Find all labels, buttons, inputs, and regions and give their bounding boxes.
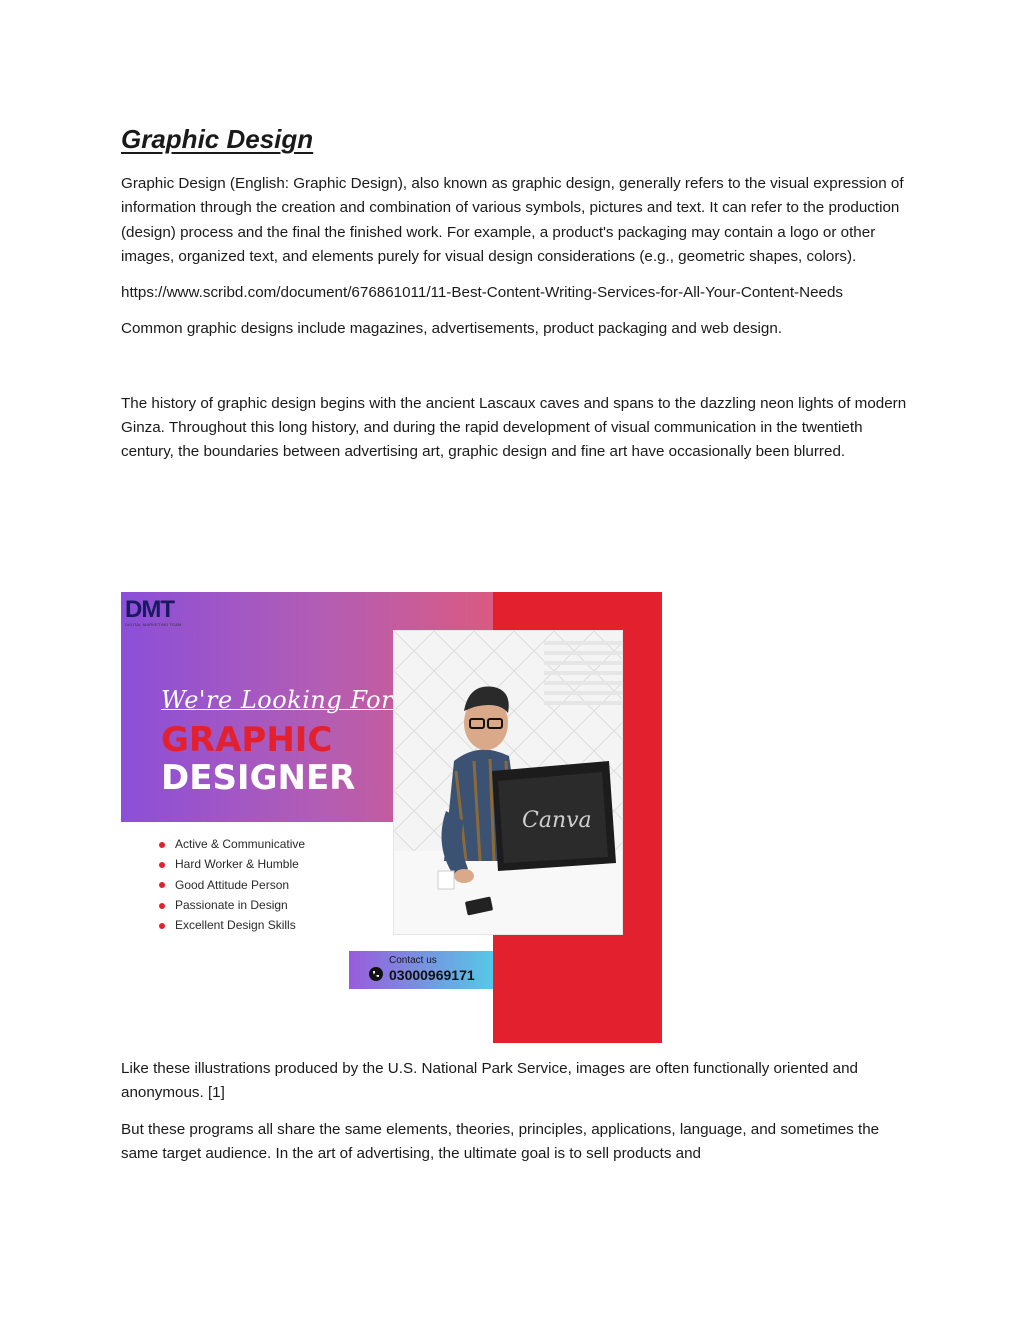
intro-paragraph: Graphic Design (English: Graphic Design), also known as graphic design, generally refers to the visual expression of information through the creation and combination of various symbols, pictures and text. It can refer to the production (design) process and the final the finished work. For example, a product's packaging may contain a logo or other images, organized text, and elements purely for visual design considerations (e.g., geometric shapes, colors). — [121, 175, 904, 265]
common-designs-paragraph: Common graphic designs include magazines, advertisements, product packaging and web design. — [121, 320, 783, 338]
laptop-canva-logo: Canva — [522, 808, 592, 833]
history-paragraph: The history of graphic design begins with the ancient Lascaux caves and spans to the dazzling neon lights of modern Ginza. Throughout this long history, and during the rapid development of visual communication in the twentieth century, the boundaries between advertising art, graphic design and fine art have occasionally been blurred. — [121, 394, 907, 461]
poster-script-heading: We're Looking For — [161, 686, 394, 714]
contact-label: Contact us — [389, 955, 437, 966]
programs-paragraph: But these programs all share the same elements, theories, principles, applications, language, and sometimes the same target audience. In the art of advertising, the ultimate goal is to sell products and — [121, 1120, 880, 1162]
dmt-logo — [125, 598, 187, 630]
contact-us-banner — [349, 951, 493, 989]
illustrations-paragraph: Like these illustrations produced by the U.S. National Park Service, images are often functionally oriented and anonymous. [1] — [121, 1060, 859, 1102]
list-item: Good Attitude Person — [159, 875, 305, 895]
poster-headline-designer: DESIGNER — [161, 758, 356, 798]
poster-requirements-list — [159, 834, 305, 935]
hiring-poster-image — [121, 592, 662, 1043]
designer-photo — [393, 630, 623, 935]
document-title: Graphic Design — [121, 124, 314, 154]
bullet-dot-icon — [159, 882, 165, 888]
document-body — [121, 122, 911, 477]
phone-icon — [369, 967, 383, 981]
list-item: Hard Worker & Humble — [159, 854, 305, 874]
bullet-dot-icon — [159, 842, 165, 848]
list-item: Passionate in Design — [159, 895, 305, 915]
dmt-logo-text: DMT — [125, 596, 174, 623]
list-item: Excellent Design Skills — [159, 915, 305, 935]
source-url: https://www.scribd.com/document/676861011/11-Best-Content-Writing-Services-for-All-Your-Content-Needs — [121, 284, 844, 302]
bullet-dot-icon — [159, 862, 165, 868]
dmt-logo-subtitle: DIGITAL MARKETING TEAM — [125, 622, 182, 627]
contact-number: 03000969171 — [389, 967, 475, 983]
poster-headline-graphic: GRAPHIC — [161, 720, 333, 760]
document-body-continued — [121, 1057, 911, 1178]
bullet-dot-icon — [159, 923, 165, 929]
bullet-dot-icon — [159, 903, 165, 909]
designer-at-laptop-illustration — [394, 631, 622, 934]
list-item: Active & Communicative — [159, 834, 305, 854]
